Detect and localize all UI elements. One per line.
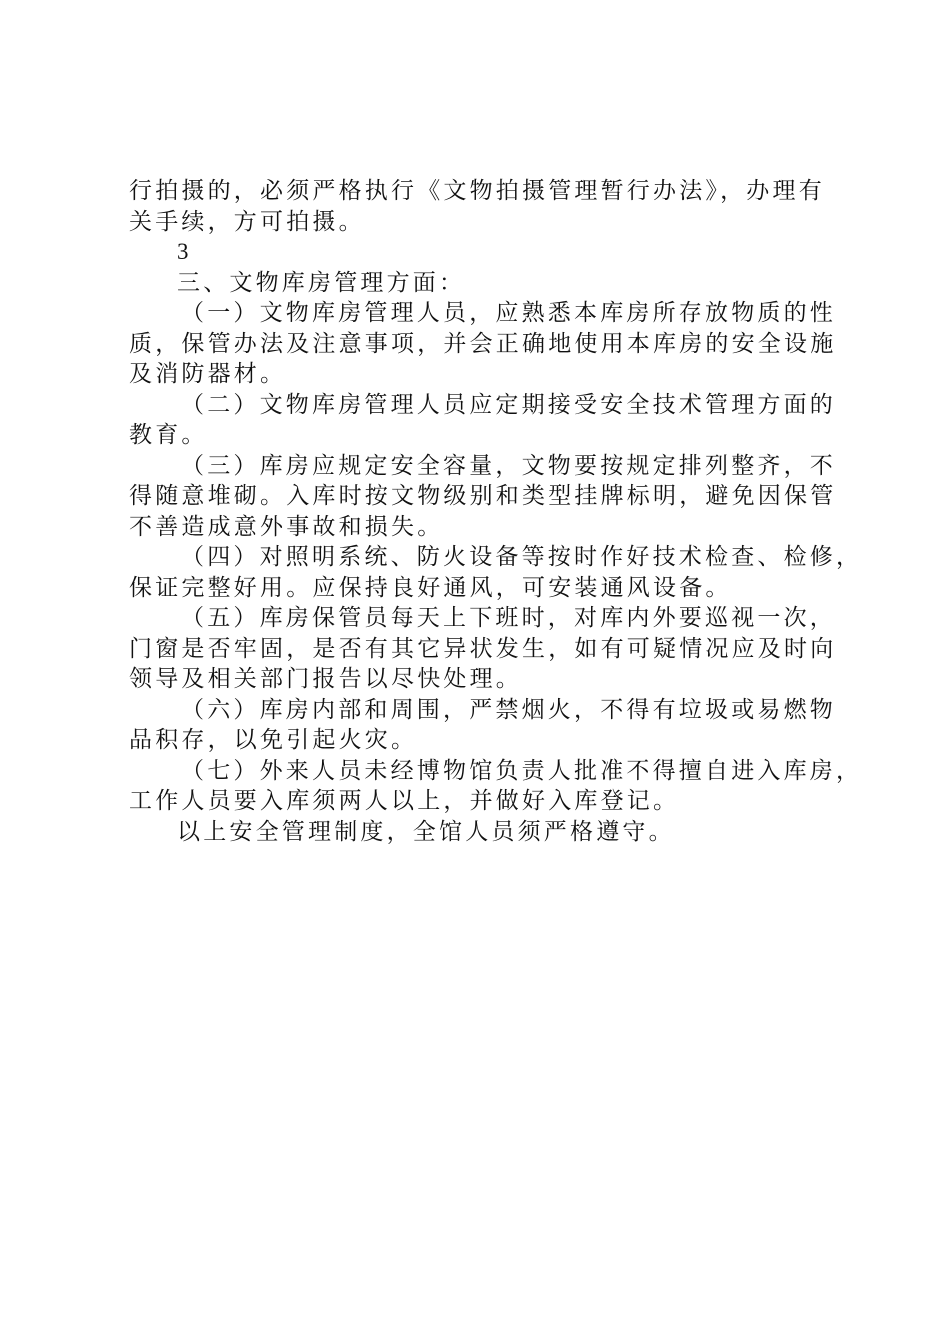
text-line: 教育。 (129, 422, 208, 448)
text-line: 工作人员要入库须两人以上，并做好入库登记。 (129, 788, 680, 814)
text-line: 品积存，以免引起火灾。 (129, 727, 418, 753)
document-body (129, 176, 863, 847)
text-line: （四）对照明系统、防火设备等按时作好技术检查、检修， (181, 544, 863, 570)
text-line: （七）外来人员未经博物馆负责人批准不得擅自进入库房， (181, 757, 863, 784)
text-line: （六）库房内部和周围，严禁烟火，不得有垃圾或易燃物 (181, 696, 836, 723)
text-line: （三）库房应规定安全容量，文物要按规定排列整齐，不 (181, 452, 836, 479)
text-line: （二）文物库房管理人员应定期接受安全技术管理方面的 (181, 391, 836, 418)
section-heading: 三、文物库房管理方面： (177, 269, 466, 296)
text-line: （五）库房保管员每天上下班时，对库内外要巡视一次， (181, 605, 836, 631)
text-line: 质，保管办法及注意事项，并会正确地使用本库房的安全设施 (129, 330, 837, 357)
text-line: 领导及相关部门报告以尽快处理。 (129, 666, 522, 692)
text-line: 不善造成意外事故和损失。 (129, 513, 444, 540)
text-line: 保证完整好用。应保持良好通风，可安装通风设备。 (129, 574, 732, 601)
text-line: 及消防器材。 (129, 361, 287, 387)
text-line: 行拍摄的，必须严格执行《文物拍摄管理暂行办法》，办理有 (129, 178, 825, 204)
text-line: 关手续，方可拍摄。 (129, 208, 365, 235)
text-line: （一）文物库房管理人员，应熟悉本库房所存放物质的性 (181, 300, 836, 326)
page-number: 3 (177, 239, 189, 264)
text-line: 门窗是否牢固，是否有其它异状发生，如有可疑情况应及时向 (129, 635, 837, 662)
text-line: 得随意堆砌。入库时按文物级别和类型挂牌标明，避免因保管 (129, 483, 837, 509)
closing-line: 以上安全管理制度，全馆人员须严格遵守。 (177, 818, 675, 845)
